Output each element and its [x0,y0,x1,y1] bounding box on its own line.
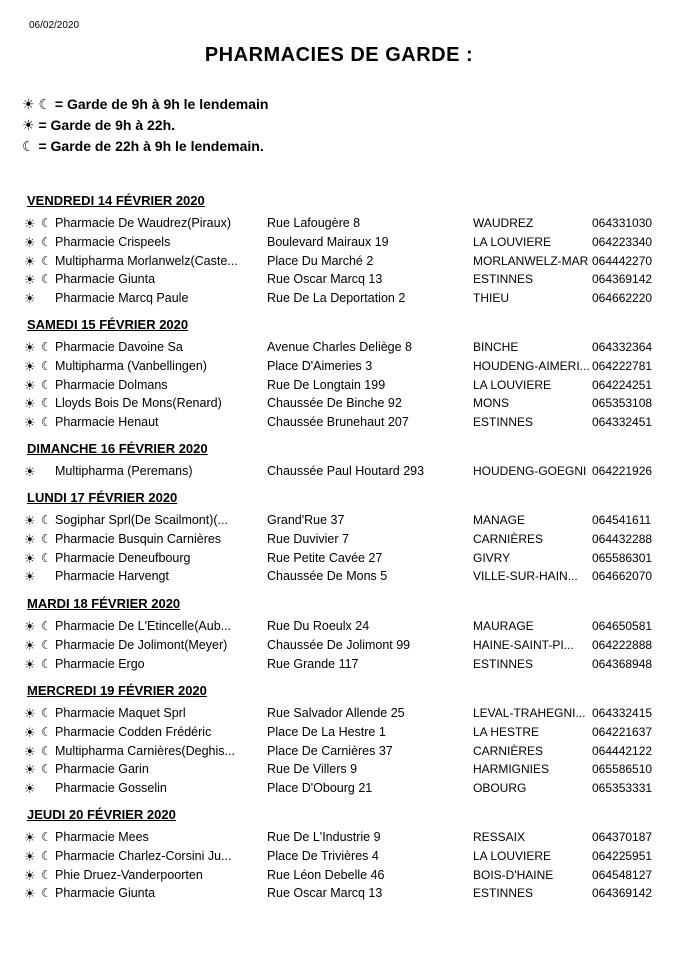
sun-icon: ☀ [24,272,36,288]
pharmacy-address: Place De Carnières 37 [267,743,393,758]
pharmacy-address: Place Du Marché 2 [267,253,374,268]
legend-item-day-night [22,96,268,113]
moon-icon: ☾ [41,656,52,671]
pharmacy-row [0,725,678,743]
sun-icon: ☀ [24,291,36,307]
day-header: MERCREDI 19 FÉVRIER 2020 [27,683,207,698]
pharmacy-city: BOIS-D'HAINE [473,867,554,882]
moon-icon: ☾ [41,762,52,777]
sun-icon: ☀ [24,216,36,231]
pharmacy-name: Pharmacie Crispeels [55,234,171,249]
pharmacy-city: MORLANWELZ-MAR [473,253,589,268]
pharmacy-name: Pharmacie De Jolimont(Meyer) [55,637,228,652]
pharmacy-address: Avenue Charles Deliège 8 [267,340,413,354]
pharmacy-city: MAURAGE [473,619,534,633]
pharmacy-name: Multipharma Carnières(Deghis... [55,743,235,758]
pharmacy-name: Pharmacie Maquet Sprl [55,706,186,720]
day-header: DIMANCHE 16 FÉVRIER 2020 [27,441,208,456]
moon-icon: ☾ [41,415,52,430]
pharmacy-name: Pharmacie Busquin Carnières [55,531,222,546]
pharmacy-row [0,706,678,724]
pharmacy-row [0,868,678,886]
pharmacy-city: MONS [473,396,509,411]
sun-icon: ☀ [24,867,36,883]
moon-icon: ☾ [41,724,52,739]
pharmacy-phone: 065586301 [592,550,653,565]
sun-icon: ☀ [24,619,36,634]
pharmacy-address: Place D'Obourg 21 [267,781,373,796]
pharmacy-address: Place D'Aimeries 3 [267,358,373,373]
pharmacy-row [0,396,678,414]
pharmacy-row [0,619,678,637]
pharmacy-phone: 064650581 [592,619,653,633]
pharmacy-row [0,340,678,358]
pharmacy-name: Lloyds Bois De Mons(Renard) [55,396,222,411]
pharmacy-address: Rue Léon Debelle 46 [267,867,385,882]
pharmacy-name: Pharmacie Gosselin [55,781,167,796]
pharmacy-phone: 064222888 [592,637,653,652]
moon-icon: ☾ [41,253,52,268]
sun-icon: ☀ [24,724,36,740]
pharmacy-row [0,235,678,253]
pharmacy-city: WAUDREZ [473,216,534,230]
pharmacy-address: Rue Salvador Allende 25 [267,706,405,720]
pharmacy-name: Pharmacie De Waudrez(Piraux) [55,216,231,230]
legend-text: = Garde de 9h à 9h le lendemain [51,96,269,112]
pharmacy-address: Rue Petite Cavée 27 [267,550,383,565]
pharmacy-phone: 064332415 [592,706,653,720]
sun-icon: ☀ [24,513,36,528]
pharmacy-city: THIEU [473,291,509,306]
pharmacy-row [0,638,678,656]
pharmacy-row [0,464,678,482]
pharmacy-phone: 064222781 [592,358,653,373]
sun-icon: ☀ [24,743,36,759]
moon-icon: ☾ [41,743,52,758]
pharmacy-phone: 064548127 [592,867,653,882]
pharmacy-city: LEVAL-TRAHEGNI... [473,706,586,720]
pharmacy-address: Rue Lafougère 8 [267,216,361,230]
sun-icon: ☀ [24,848,36,864]
moon-icon: ☾ [41,637,52,652]
day-header: JEUDI 20 FÉVRIER 2020 [27,807,176,822]
sun-icon: ☀ [24,886,36,902]
moon-icon: ☾ [22,138,35,154]
pharmacy-address: Chaussée De Binche 92 [267,396,402,411]
pharmacy-name: Pharmacie De L'Etincelle(Aub... [55,619,232,633]
legend-item-day [22,117,175,134]
day-header: VENDREDI 14 FÉVRIER 2020 [27,193,205,208]
pharmacy-city: VILLE-SUR-HAIN... [473,569,578,584]
pharmacy-row [0,657,678,675]
sun-icon: ☀ [24,569,36,585]
pharmacy-address: Place De Trivières 4 [267,848,379,863]
moon-icon: ☾ [41,706,52,720]
pharmacy-phone: 065353108 [592,396,653,411]
pharmacy-row [0,254,678,272]
pharmacy-phone: 064662220 [592,291,653,306]
sun-icon: ☀ [24,415,36,431]
pharmacy-phone: 064223340 [592,234,653,249]
pharmacy-address: Rue De La Deportation 2 [267,291,406,306]
document-date: 06/02/2020 [29,20,80,31]
moon-icon: ☾ [41,619,52,633]
legend-text: = Garde de 9h à 22h. [34,117,176,133]
sun-icon: ☀ [22,117,35,133]
pharmacy-city: LA LOUVIERE [473,848,552,863]
sun-icon: ☀ [24,830,36,845]
sun-icon: ☀ [24,340,36,355]
sun-icon: ☀ [24,637,36,653]
pharmacy-name: Pharmacie Giunta [55,886,156,901]
moon-icon: ☾ [41,377,52,392]
sun-icon: ☀ [24,377,36,393]
sun-icon: ☀ [24,253,36,269]
sun-icon: ☀ [24,550,36,566]
pharmacy-phone: 064432288 [592,531,653,546]
pharmacy-address: Rue Grande 117 [267,656,359,671]
pharmacy-name: Sogiphar Sprl(De Scailmont)(... [55,513,228,527]
pharmacy-row [0,378,678,396]
pharmacy-phone: 064369142 [592,886,653,901]
pharmacy-address: Chaussée Paul Houtard 293 [267,464,425,478]
pharmacy-phone: 064442270 [592,253,653,268]
pharmacy-address: Rue Duvivier 7 [267,531,349,546]
pharmacy-row [0,744,678,762]
pharmacy-row [0,886,678,904]
moon-icon: ☾ [41,234,52,249]
pharmacy-city: LA LOUVIERE [473,377,552,392]
pharmacy-city: BINCHE [473,340,519,354]
sun-icon: ☀ [24,464,36,479]
pharmacy-row [0,359,678,377]
pharmacy-name: Pharmacie Marcq Paule [55,291,189,306]
pharmacy-city: HOUDENG-GOEGNI [473,464,587,478]
pharmacy-name: Pharmacie Deneufbourg [55,550,191,565]
moon-icon: ☾ [41,848,52,863]
pharmacy-address: Chaussée De Mons 5 [267,569,388,584]
pharmacy-city: CARNIÈRES [473,743,544,758]
pharmacy-phone: 064221926 [592,464,653,478]
pharmacy-phone: 064331030 [592,216,653,230]
pharmacy-address: Rue De Longtain 199 [267,377,386,392]
pharmacy-name: Pharmacie Davoine Sa [55,340,183,354]
day-header: SAMEDI 15 FÉVRIER 2020 [27,317,189,332]
pharmacy-name: Phie Druez-Vanderpoorten [55,867,203,882]
pharmacy-city: ESTINNES [473,272,534,287]
pharmacy-name: Pharmacie Giunta [55,272,156,287]
moon-icon: ☾ [41,550,52,565]
pharmacy-phone: 064370187 [592,830,653,844]
pharmacy-city: HARMIGNIES [473,762,550,777]
pharmacy-name: Pharmacie Harvengt [55,569,169,584]
pharmacy-name: Pharmacie Dolmans [55,377,168,392]
pharmacy-row [0,415,678,433]
pharmacy-row [0,216,678,234]
pharmacy-phone: 064221637 [592,724,653,739]
pharmacy-row [0,551,678,569]
pharmacy-city: ESTINNES [473,656,534,671]
pharmacy-row [0,532,678,550]
sun-icon: ☀ [24,762,36,778]
pharmacy-row [0,849,678,867]
moon-icon: ☾ [41,531,52,546]
pharmacy-address: Chaussée De Jolimont 99 [267,637,411,652]
pharmacy-city: ESTINNES [473,886,534,901]
pharmacy-phone: 064225951 [592,848,653,863]
pharmacy-city: HAINE-SAINT-PI... [473,637,574,652]
pharmacy-address: Place De La Hestre 1 [267,724,386,739]
moon-icon: ☾ [41,396,52,411]
pharmacy-phone: 065586510 [592,762,653,777]
moon-icon: ☾ [41,886,52,901]
pharmacy-name: Pharmacie Codden Frédéric [55,724,212,739]
pharmacy-row [0,781,678,799]
pharmacy-phone: 064332451 [592,415,653,430]
legend-text: = Garde de 22h à 9h le lendemain. [34,138,264,154]
pharmacy-name: Multipharma Morlanwelz(Caste... [55,253,238,268]
pharmacy-name: Pharmacie Charlez-Corsini Ju... [55,848,232,863]
moon-icon: ☾ [41,358,52,373]
pharmacy-phone: 064332364 [592,340,653,354]
moon-icon: ☾ [41,272,52,287]
pharmacy-phone: 064368948 [592,656,653,671]
pharmacy-address: Rue Oscar Marcq 13 [267,886,383,901]
pharmacy-city: RESSAIX [473,830,526,844]
pharmacy-address: Grand'Rue 37 [267,513,345,527]
sun-icon: ☀ [24,656,36,672]
pharmacy-name: Pharmacie Ergo [55,656,145,671]
sun-icon: ☀ [24,781,36,797]
pharmacy-city: LA HESTRE [473,724,540,739]
pharmacy-name: Pharmacie Garin [55,762,149,777]
pharmacy-city: ESTINNES [473,415,534,430]
sun-moon-icon: ☀ ☾ [22,96,51,112]
pharmacy-name: Multipharma (Vanbellingen) [55,358,207,373]
pharmacy-city: MANAGE [473,513,526,527]
pharmacy-city: HOUDENG-AIMERI... [473,358,590,373]
pharmacy-row [0,569,678,587]
pharmacy-row [0,291,678,309]
moon-icon: ☾ [41,867,52,882]
pharmacy-phone: 064662070 [592,569,653,584]
legend-item-night [22,138,264,155]
sun-icon: ☀ [24,234,36,250]
pharmacy-row [0,513,678,531]
pharmacy-city: GIVRY [473,550,511,565]
pharmacy-phone: 065353331 [592,781,653,796]
pharmacy-name: Pharmacie Henaut [55,415,159,430]
pharmacy-address: Rue Oscar Marcq 13 [267,272,383,287]
moon-icon: ☾ [41,340,52,354]
pharmacy-city: CARNIÈRES [473,531,544,546]
pharmacy-name: Pharmacie Mees [55,830,149,844]
pharmacy-row [0,830,678,848]
pharmacy-row [0,762,678,780]
pharmacy-phone: 064442122 [592,743,653,758]
pharmacy-address: Chaussée Brunehaut 207 [267,415,409,430]
sun-icon: ☀ [24,358,36,374]
pharmacy-name: Multipharma (Peremans) [55,464,193,478]
moon-icon: ☾ [41,830,52,844]
pharmacy-address: Rue Du Roeulx 24 [267,619,370,633]
pharmacy-phone: 064541611 [592,513,652,527]
pharmacy-city: OBOURG [473,781,527,796]
sun-icon: ☀ [24,396,36,412]
moon-icon: ☾ [41,513,52,527]
pharmacy-address: Rue De L'Industrie 9 [267,830,381,844]
pharmacy-city: LA LOUVIERE [473,234,552,249]
sun-icon: ☀ [24,706,36,721]
day-header: LUNDI 17 FÉVRIER 2020 [27,490,178,505]
pharmacy-phone: 064369142 [592,272,653,287]
moon-icon: ☾ [41,216,52,230]
day-header: MARDI 18 FÉVRIER 2020 [27,596,181,611]
pharmacy-address: Rue De Villers 9 [267,762,358,777]
page-title: PHARMACIES DE GARDE : [204,44,474,66]
pharmacy-address: Boulevard Mairaux 19 [267,234,389,249]
pharmacy-row [0,272,678,290]
sun-icon: ☀ [24,531,36,547]
pharmacy-phone: 064224251 [592,377,653,392]
